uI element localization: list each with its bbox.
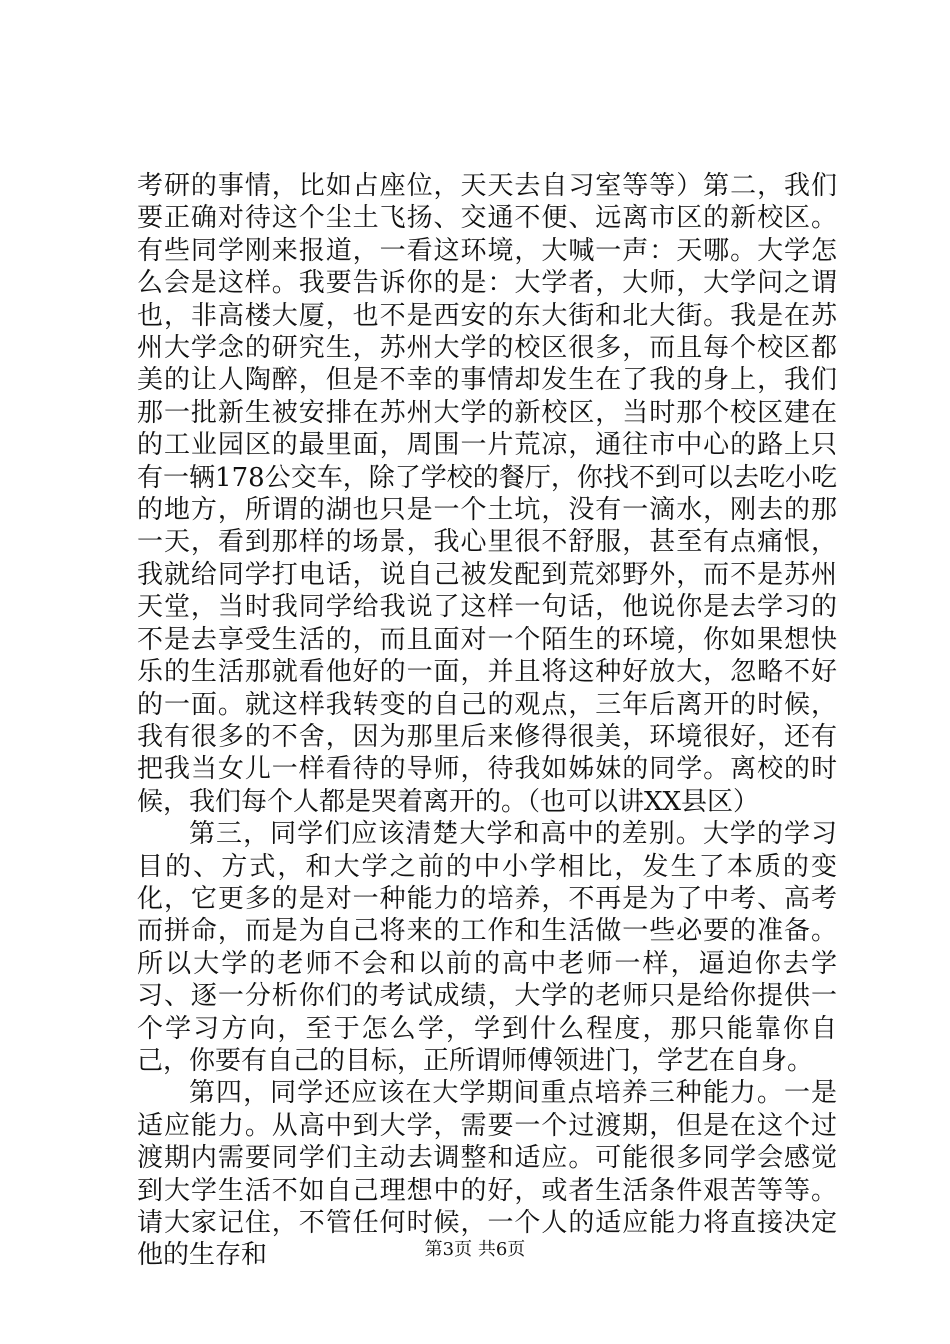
paragraph-third-point: 第三，同学们应该清楚大学和高中的差别。大学的学习目的、方式，和大学之前的中小学相比，发生了本质的变化，它更多的是对一种能力的培养，不再是为了中考、高考而拼命，而是为自己将来的工作和生活做一些必要的准备。所以大学的老师不会和以前的高中老师一样，逼迫你去学习、逐一分析你们的考试成绩，大学的老师只是给你提供一个学习方向，至于怎么学，学到什么程度，那只能靠你自己，你要有自己的目标，正所谓师傅领进门，学艺在自身。 xyxy=(137,819,837,1076)
paragraph-continuation: 考研的事情，比如占座位，天天去自习室等等）第二，我们要正确对待这个尘土飞扬、交通不便、远离市区的新校区。有些同学刚来报道，一看这环境，大喊一声：天哪。大学怎么会是这样。我要告诉你的是：大学者，大师，大学问之谓也，非高楼大厦，也不是西安的东大街和北大街。我是在苏州大学念的研究生，苏州大学的校区很多，而且每个校区都美的让人陶醉，但是不幸的事情却发生在了我的身上，我们那一批新生被安排在苏州大学的新校区，当时那个校区建在的工业园区的最里面，周围一片荒凉，通往市中心的路上只有一辆178公交车，除了学校的餐厅，你找不到可以去吃小吃的地方，所谓的湖也只是一个土坑，没有一滴水，刚去的那一天，看到那样的场景，我心里很不舒服，甚至有点痛恨，我就给同学打电话，说自己被发配到荒郊野外，而不是苏州天堂，当时我同学给我说了这样一句话，他说你是去学习的不是去享受生活的，而且面对一个陌生的环境，你如果想快乐的生活那就看他好的一面，并且将这种好放大，忽略不好的一面。就这样我转变的自己的观点，三年后离开的时候，我有很多的不舍，因为那里后来修得很美，环境很好，还有把我当女儿一样看待的导师，待我如姊妹的同学。离校的时候，我们每个人都是哭着离开的。（也可以讲XX县区） xyxy=(137,171,837,817)
document-body xyxy=(137,170,837,1272)
page-number-footer: 第3页 共6页 xyxy=(424,1239,526,1260)
paragraph-fourth-point: 第四，同学还应该在大学期间重点培养三种能力。一是适应能力。从高中到大学，需要一个过渡期，但是在这个过渡期内需要同学们主动去调整和适应。可能很多同学会感觉到大学生活不如自己理想中的好，或者生活条件艰苦等等。请大家记住，不管任何时候，一个人的适应能力将直接决定他的生存和 xyxy=(137,1078,837,1271)
